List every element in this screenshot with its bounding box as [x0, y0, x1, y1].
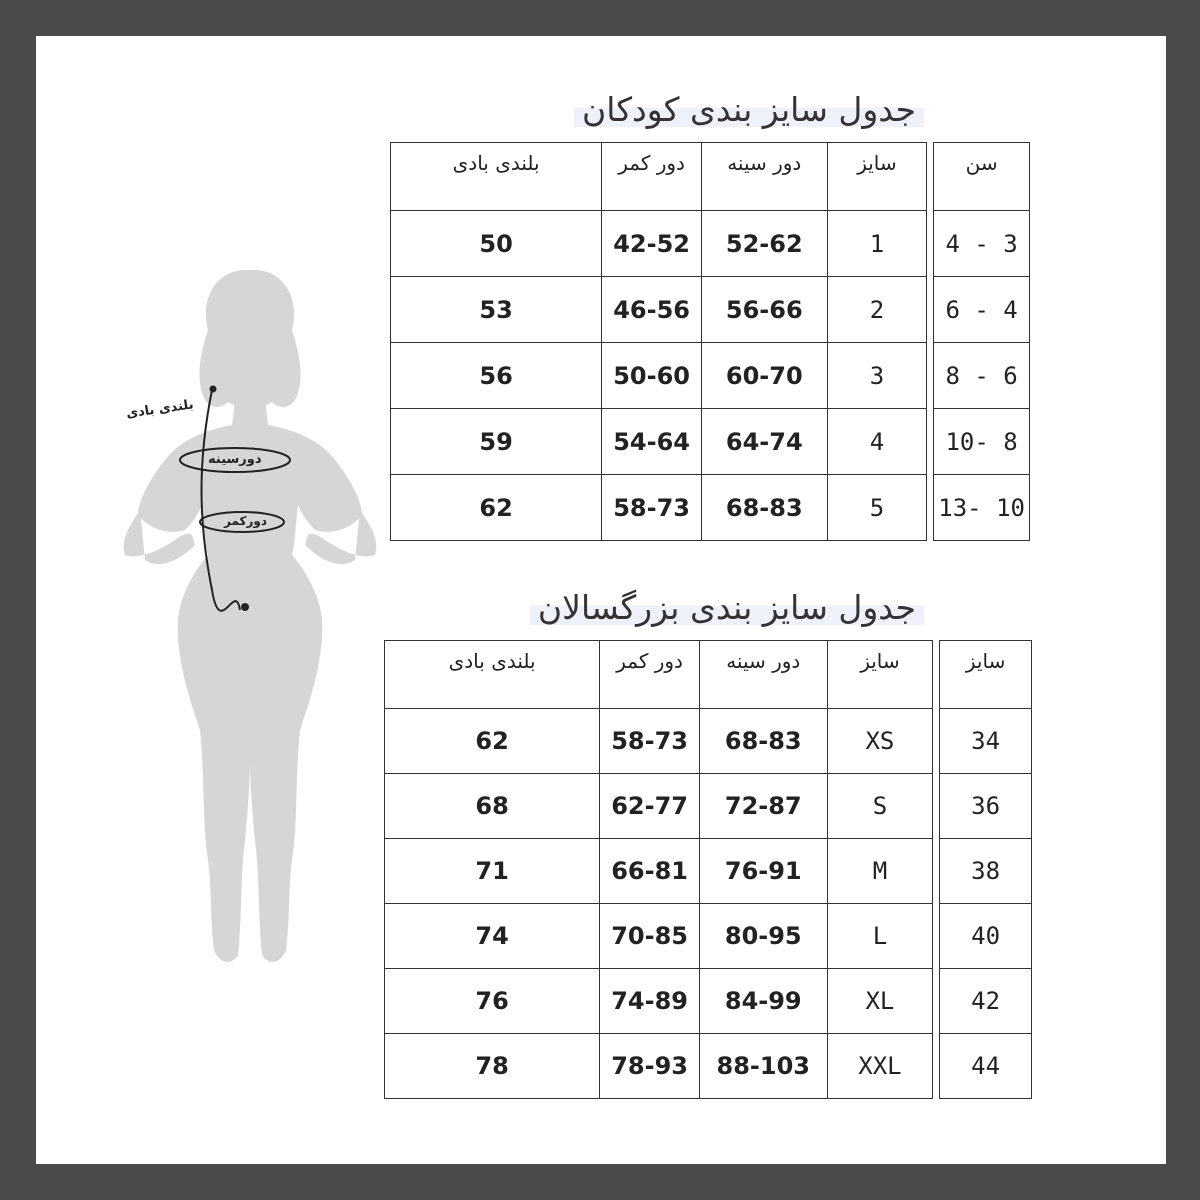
- table-row: [385, 1034, 1032, 1099]
- cell-size-number: 42: [940, 969, 1032, 1034]
- cell-length: 74: [385, 904, 600, 969]
- cell-size: XS: [827, 709, 933, 774]
- cell-length: 68: [385, 774, 600, 839]
- cell-size: L: [827, 904, 933, 969]
- cell-length: 56: [391, 343, 602, 409]
- table-header-row: [385, 641, 1032, 709]
- cell-length: 76: [385, 969, 600, 1034]
- table-row: [385, 709, 1032, 774]
- cell-waist: 50-60: [602, 343, 702, 409]
- cell-size: 3: [827, 343, 927, 409]
- cell-age: 3 - 4: [934, 211, 1030, 277]
- kids-table-title: جدول سایز بندی کودکان: [574, 90, 924, 129]
- cell-size: 1: [827, 211, 927, 277]
- cell-length: 62: [385, 709, 600, 774]
- cell-size: S: [827, 774, 933, 839]
- figure-label-length: بلندی بادی: [125, 397, 195, 422]
- cell-length: 71: [385, 839, 600, 904]
- cell-size: 4: [827, 409, 927, 475]
- table-header-row: [391, 143, 1030, 211]
- header-length: بلندی بادی: [391, 143, 602, 211]
- header-chest: دور سینه: [699, 641, 827, 709]
- header-length: بلندی بادی: [385, 641, 600, 709]
- cell-size-number: 36: [940, 774, 1032, 839]
- cell-chest: 68-83: [699, 709, 827, 774]
- cell-age: 6 - 8: [934, 343, 1030, 409]
- table-row: [385, 969, 1032, 1034]
- table-row: [391, 277, 1030, 343]
- cell-chest: 68-83: [701, 475, 827, 541]
- cell-size: XXL: [827, 1034, 933, 1099]
- cell-waist: 66-81: [600, 839, 700, 904]
- cell-size-number: 44: [940, 1034, 1032, 1099]
- cell-size: 5: [827, 475, 927, 541]
- kids-size-table: [390, 142, 1030, 541]
- cell-size-number: 34: [940, 709, 1032, 774]
- cell-chest: 52-62: [701, 211, 827, 277]
- cell-waist: 42-52: [602, 211, 702, 277]
- cell-waist: 70-85: [600, 904, 700, 969]
- cell-chest: 72-87: [699, 774, 827, 839]
- cell-length: 50: [391, 211, 602, 277]
- header-waist: دور کمر: [600, 641, 700, 709]
- cell-chest: 76-91: [699, 839, 827, 904]
- table-row: [385, 839, 1032, 904]
- cell-chest: 88-103: [699, 1034, 827, 1099]
- table-row: [385, 904, 1032, 969]
- cell-waist: 62-77: [600, 774, 700, 839]
- figure-label-chest: دورسینه: [208, 452, 262, 467]
- table-row: [391, 475, 1030, 541]
- cell-waist: 46-56: [602, 277, 702, 343]
- cell-length: 78: [385, 1034, 600, 1099]
- body-silhouette: [100, 260, 400, 980]
- cell-chest: 80-95: [699, 904, 827, 969]
- cell-size-number: 40: [940, 904, 1032, 969]
- cell-length: 53: [391, 277, 602, 343]
- table-row: [385, 774, 1032, 839]
- table-row: [391, 409, 1030, 475]
- figure-label-waist: دورکمر: [224, 514, 268, 528]
- table-row: [391, 211, 1030, 277]
- cell-size: 2: [827, 277, 927, 343]
- header-size-number: سایز: [940, 641, 1032, 709]
- header-chest: دور سینه: [701, 143, 827, 211]
- cell-age: 10 -13: [934, 475, 1030, 541]
- cell-length: 62: [391, 475, 602, 541]
- adults-size-table: [384, 640, 1032, 1099]
- cell-age: 4 - 6: [934, 277, 1030, 343]
- header-age: سن: [934, 143, 1030, 211]
- adults-table-title: جدول سایز بندی بزرگسالان: [530, 588, 924, 627]
- cell-chest: 64-74: [701, 409, 827, 475]
- cell-waist: 74-89: [600, 969, 700, 1034]
- header-waist: دور کمر: [602, 143, 702, 211]
- cell-size: M: [827, 839, 933, 904]
- cell-length: 59: [391, 409, 602, 475]
- cell-waist: 54-64: [602, 409, 702, 475]
- table-row: [391, 343, 1030, 409]
- cell-waist: 58-73: [600, 709, 700, 774]
- cell-size-number: 38: [940, 839, 1032, 904]
- header-size: سایز: [827, 143, 927, 211]
- cell-chest: 56-66: [701, 277, 827, 343]
- header-size: سایز: [827, 641, 933, 709]
- cell-chest: 84-99: [699, 969, 827, 1034]
- cell-waist: 78-93: [600, 1034, 700, 1099]
- cell-chest: 60-70: [701, 343, 827, 409]
- cell-waist: 58-73: [602, 475, 702, 541]
- cell-age: 8 -10: [934, 409, 1030, 475]
- cell-size: XL: [827, 969, 933, 1034]
